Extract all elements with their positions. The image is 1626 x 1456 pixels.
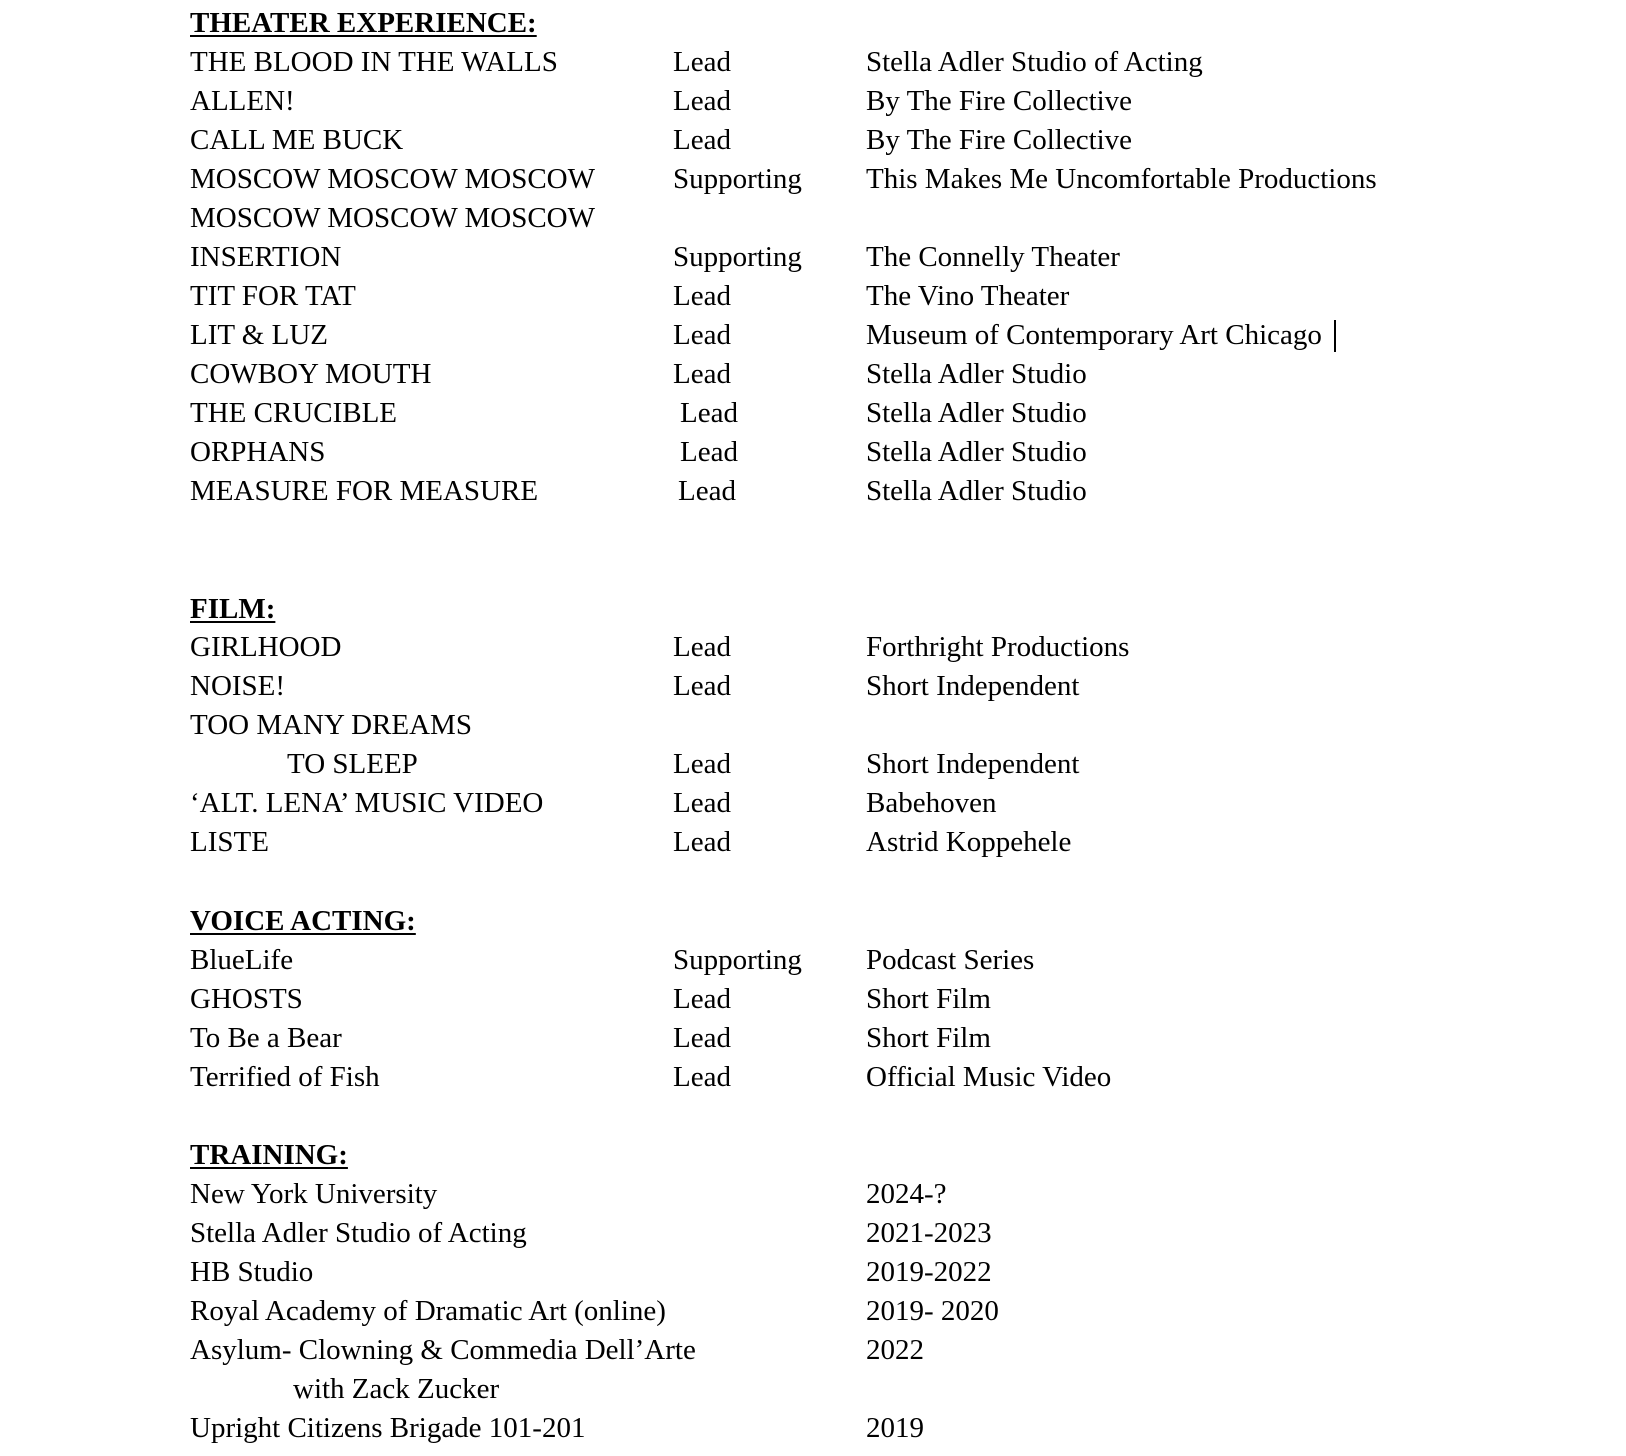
theater-role-1: Lead bbox=[673, 46, 731, 78]
theater-title-5: MOSCOW MOSCOW MOSCOW bbox=[190, 202, 595, 234]
theater-title-7: TIT FOR TAT bbox=[190, 280, 356, 312]
film-role-1: Lead bbox=[673, 631, 731, 663]
theater-company-9: Stella Adler Studio bbox=[866, 358, 1087, 390]
film-role-2: Lead bbox=[673, 670, 731, 702]
training-years-7: 2019 bbox=[866, 1412, 924, 1444]
film-role-4: Lead bbox=[673, 748, 731, 780]
theater-role-3: Lead bbox=[673, 124, 731, 156]
theater-company-1: Stella Adler Studio of Acting bbox=[866, 46, 1203, 78]
voice-company-3: Short Film bbox=[866, 1022, 991, 1054]
film-company-2: Short Independent bbox=[866, 670, 1080, 702]
theater-company-2: By The Fire Collective bbox=[866, 85, 1133, 117]
theater-title-4: MOSCOW MOSCOW MOSCOW bbox=[190, 163, 595, 195]
theater-title-12: MEASURE FOR MEASURE bbox=[190, 475, 539, 507]
training-years-4: 2019- 2020 bbox=[866, 1295, 999, 1327]
film-company-4: Short Independent bbox=[866, 748, 1080, 780]
training-school-5: Asylum- Clowning & Commedia Dell’Arte bbox=[190, 1334, 696, 1366]
film-title-4: TO SLEEP bbox=[287, 748, 418, 780]
training-years-2: 2021-2023 bbox=[866, 1217, 992, 1249]
film-company-1: Forthright Productions bbox=[866, 631, 1130, 663]
theater-title-9: COWBOY MOUTH bbox=[190, 358, 432, 390]
training-school-7: Upright Citizens Brigade 101-201 bbox=[190, 1412, 586, 1444]
theater-company-7: The Vino Theater bbox=[866, 280, 1070, 312]
theater-role-6: Supporting bbox=[673, 241, 802, 273]
voice-role-4: Lead bbox=[673, 1061, 731, 1093]
theater-title-3: CALL ME BUCK bbox=[190, 124, 404, 156]
theater-company-10: Stella Adler Studio bbox=[866, 397, 1087, 429]
theater-role-10: Lead bbox=[680, 397, 738, 429]
theater-title-2: ALLEN! bbox=[190, 85, 295, 117]
theater-company-8: Museum of Contemporary Art Chicago bbox=[866, 319, 1322, 351]
film-title-5: ‘ALT. LENA’ MUSIC VIDEO bbox=[190, 787, 544, 819]
theater-title-10: THE CRUCIBLE bbox=[190, 397, 398, 429]
theater-title-11: ORPHANS bbox=[190, 436, 326, 468]
training-school-4: Royal Academy of Dramatic Art (online) bbox=[190, 1295, 666, 1327]
voice-role-3: Lead bbox=[673, 1022, 731, 1054]
theater-company-11: Stella Adler Studio bbox=[866, 436, 1087, 468]
theater-company-6: The Connelly Theater bbox=[866, 241, 1120, 273]
film-company-5: Babehoven bbox=[866, 787, 997, 819]
training-years-3: 2019-2022 bbox=[866, 1256, 992, 1288]
theater-title-6: INSERTION bbox=[190, 241, 342, 273]
theater-role-8: Lead bbox=[673, 319, 731, 351]
voice-title-4: Terrified of Fish bbox=[190, 1061, 380, 1093]
voice-title-2: GHOSTS bbox=[190, 983, 303, 1015]
film-title-6: LISTE bbox=[190, 826, 269, 858]
voice-company-2: Short Film bbox=[866, 983, 991, 1015]
training-school-1: New York University bbox=[190, 1178, 438, 1210]
training-section-heading: TRAINING: bbox=[190, 1139, 348, 1171]
theater-role-12: Lead bbox=[678, 475, 736, 507]
training-years-5: 2022 bbox=[866, 1334, 924, 1366]
film-role-6: Lead bbox=[673, 826, 731, 858]
voice-section-heading: VOICE ACTING: bbox=[190, 905, 416, 937]
training-school-3: HB Studio bbox=[190, 1256, 314, 1288]
film-title-2: NOISE! bbox=[190, 670, 286, 702]
voice-company-1: Podcast Series bbox=[866, 944, 1035, 976]
theater-role-2: Lead bbox=[673, 85, 731, 117]
voice-title-3: To Be a Bear bbox=[190, 1022, 342, 1054]
film-title-3: TOO MANY DREAMS bbox=[190, 709, 472, 741]
training-years-1: 2024-? bbox=[866, 1178, 947, 1210]
voice-company-4: Official Music Video bbox=[866, 1061, 1112, 1093]
theater-role-11: Lead bbox=[680, 436, 738, 468]
theater-role-4: Supporting bbox=[673, 163, 802, 195]
theater-company-3: By The Fire Collective bbox=[866, 124, 1133, 156]
training-school-6: with Zack Zucker bbox=[293, 1373, 500, 1405]
film-section-heading: FILM: bbox=[190, 593, 276, 625]
voice-role-1: Supporting bbox=[673, 944, 802, 976]
theater-title-1: THE BLOOD IN THE WALLS bbox=[190, 46, 558, 78]
voice-title-1: BlueLife bbox=[190, 944, 294, 976]
theater-title-8: LIT & LUZ bbox=[190, 319, 328, 351]
text-cursor bbox=[1334, 320, 1336, 352]
theater-company-12: Stella Adler Studio bbox=[866, 475, 1087, 507]
theater-role-7: Lead bbox=[673, 280, 731, 312]
theater-section-heading: THEATER EXPERIENCE: bbox=[190, 7, 537, 39]
film-title-1: GIRLHOOD bbox=[190, 631, 342, 663]
voice-role-2: Lead bbox=[673, 983, 731, 1015]
film-company-6: Astrid Koppehele bbox=[866, 826, 1072, 858]
theater-role-9: Lead bbox=[673, 358, 731, 390]
film-role-5: Lead bbox=[673, 787, 731, 819]
training-school-2: Stella Adler Studio of Acting bbox=[190, 1217, 527, 1249]
theater-company-4: This Makes Me Uncomfortable Productions bbox=[866, 163, 1377, 195]
